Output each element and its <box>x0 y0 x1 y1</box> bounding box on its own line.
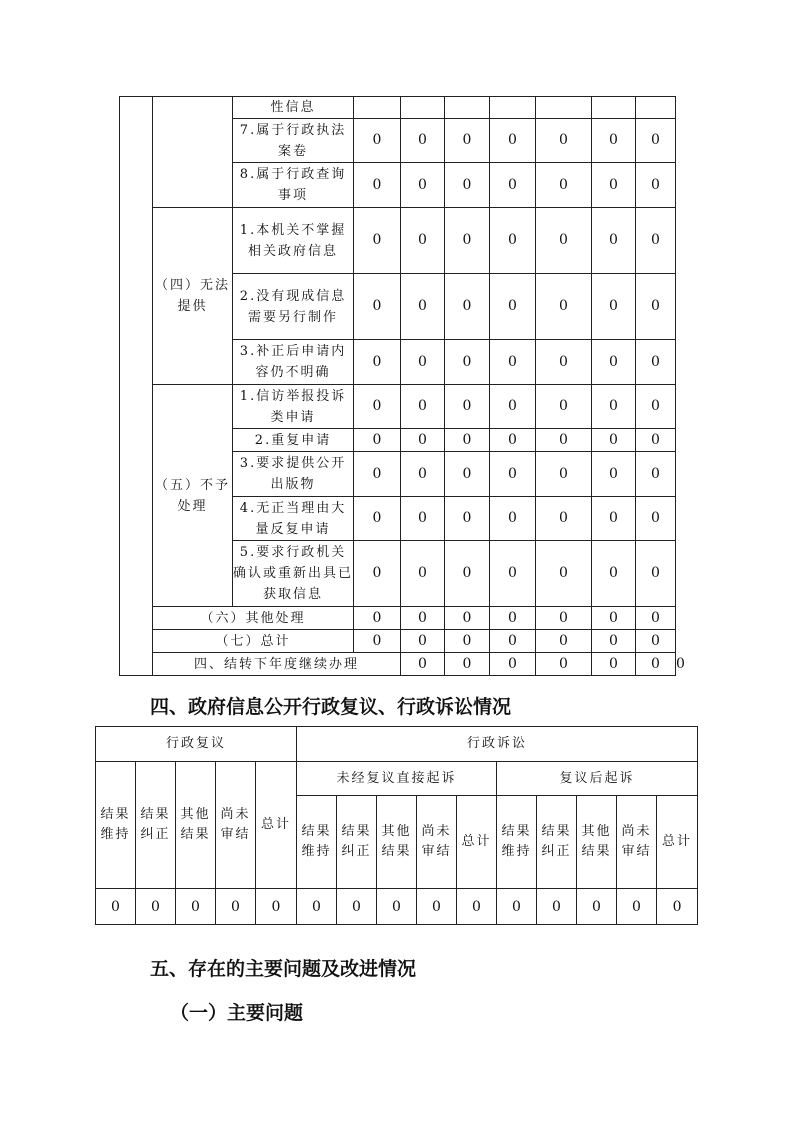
value-cell: 0 <box>537 889 577 925</box>
value-cell: 0 <box>490 497 536 541</box>
value-cell: 0 <box>354 119 401 163</box>
header-other: 其他结果 <box>176 762 216 889</box>
value-cell: 0 <box>592 385 636 429</box>
value-cell: 0 <box>592 653 636 676</box>
value-cell: 0 <box>490 429 536 452</box>
value-cell: 0 <box>636 340 676 385</box>
header-corrected: 结果纠正 <box>537 796 577 889</box>
header-total: 总计 <box>657 796 698 889</box>
value-cell: 0 <box>592 541 636 607</box>
value-cell: 0 <box>445 385 490 429</box>
header-admin-review: 行政复议 <box>96 727 297 762</box>
value-cell: 0 <box>354 630 401 653</box>
value-cell: 0 <box>417 889 457 925</box>
value-cell: 0 <box>536 452 592 497</box>
value-cell: 0 <box>536 274 592 340</box>
value-cell: 0 <box>96 889 136 925</box>
value-cell: 0 <box>490 452 536 497</box>
value-cell: 0 <box>636 607 676 630</box>
value-cell: 0 <box>490 163 536 208</box>
header-upheld: 结果维持 <box>297 796 337 889</box>
value-cell: 0 <box>490 541 536 607</box>
value-cell: 0 <box>401 163 445 208</box>
table-row <box>96 727 698 762</box>
value-cell: 0 <box>445 607 490 630</box>
row-label-total: （七）总计 <box>153 630 354 653</box>
header-pending: 尚未审结 <box>417 796 457 889</box>
value-cell: 0 <box>636 163 676 208</box>
table-row <box>120 208 676 274</box>
value-cell: 0 <box>536 541 592 607</box>
value-cell: 0 <box>354 452 401 497</box>
value-cell: 0 <box>401 541 445 607</box>
review-litigation-table <box>95 726 698 925</box>
value-cell: 0 <box>445 653 490 676</box>
value-cell: 0 <box>536 119 592 163</box>
value-cell: 0 <box>592 452 636 497</box>
value-cell: 0 <box>401 208 445 274</box>
value-cell: 0 <box>354 497 401 541</box>
value-cell: 0 <box>636 497 676 541</box>
row-label: 8.属于行政查询事项 <box>233 163 354 208</box>
value-cell: 0 <box>636 653 676 676</box>
value-cell: 0 <box>354 607 401 630</box>
table-row: 四、结转下年度继续办理 0 0 0 0 0 0 0 <box>120 653 676 676</box>
value-cell: 0 <box>445 274 490 340</box>
value-cell: 0 <box>497 889 537 925</box>
value-cell: 0 <box>401 340 445 385</box>
table-row <box>120 607 676 630</box>
value-cell: 0 <box>401 497 445 541</box>
value-cell: 0 <box>536 385 592 429</box>
header-other: 其他结果 <box>577 796 617 889</box>
value-cell: 0 <box>354 274 401 340</box>
value-cell: 0 <box>401 653 445 676</box>
value-cell: 0 <box>536 208 592 274</box>
value-cell: 0 <box>592 630 636 653</box>
value-cell: 0 <box>577 889 617 925</box>
header-direct-suit: 未经复议直接起诉 <box>297 762 497 796</box>
row-label: 5.要求行政机关确认或重新出具已获取信息 <box>233 541 354 607</box>
value-cell: 0 <box>445 541 490 607</box>
header-upheld: 结果维持 <box>497 796 537 889</box>
row-label: 2.重复申请 <box>233 429 354 452</box>
row-label: 1.信访举报投诉类申请 <box>233 385 354 429</box>
header-upheld: 结果维持 <box>96 762 136 889</box>
value-cell: 0 <box>401 385 445 429</box>
value-cell: 0 <box>401 119 445 163</box>
value-cell: 0 <box>401 429 445 452</box>
value-cell: 0 <box>354 385 401 429</box>
value-cell: 0 <box>354 541 401 607</box>
group3-cell <box>153 97 233 208</box>
value-cell: 0 <box>354 163 401 208</box>
value-cell: 0 <box>636 119 676 163</box>
section-heading-review-litigation: 四、政府信息公开行政复议、行政诉讼情况 <box>150 696 512 718</box>
table-row <box>120 630 676 653</box>
header-pending: 尚未审结 <box>216 762 256 889</box>
left-outer-cell <box>120 97 153 676</box>
value-cell: 0 <box>490 340 536 385</box>
value-cell: 0 <box>401 274 445 340</box>
header-admin-litigation: 行政诉讼 <box>297 727 698 762</box>
value-cell: 0 <box>592 607 636 630</box>
value-cell: 0 <box>490 607 536 630</box>
table-row <box>120 385 676 429</box>
value-cell: 0 <box>536 630 592 653</box>
value-cell: 0 <box>592 274 636 340</box>
value-cell: 0 <box>445 340 490 385</box>
value-cell: 0 <box>490 385 536 429</box>
value-cell: 0 <box>445 630 490 653</box>
value-cell: 0 <box>490 119 536 163</box>
row-label-other: （六）其他处理 <box>153 607 354 630</box>
value-cell: 0 <box>536 163 592 208</box>
value-cell: 0 <box>401 630 445 653</box>
value-cell: 0 <box>445 497 490 541</box>
value-cell: 0 <box>445 163 490 208</box>
header-total: 总计 <box>457 796 497 889</box>
value-cell: 0 <box>592 429 636 452</box>
value-cell: 0 <box>445 429 490 452</box>
row-label: 性信息 <box>233 97 354 119</box>
header-corrected: 结果纠正 <box>337 796 377 889</box>
value-cell: 0 <box>490 208 536 274</box>
row-label: 3.补正后申请内容仍不明确 <box>233 340 354 385</box>
value-cell: 0 <box>354 429 401 452</box>
value-cell: 0 <box>536 653 592 676</box>
value-cell: 0 <box>536 429 592 452</box>
value-cell: 0 <box>636 630 676 653</box>
row-label: 2.没有现成信息需要另行制作 <box>233 274 354 340</box>
value-cell: 0 <box>592 208 636 274</box>
value-cell: 0 <box>445 208 490 274</box>
group-label-unable-to-provide: （四）无法提供 <box>153 208 233 385</box>
row-label: 7.属于行政执法案卷 <box>233 119 354 163</box>
header-after-review-suit: 复议后起诉 <box>497 762 698 796</box>
value-cell: 0 <box>401 452 445 497</box>
subsection-heading-main-problems: （一）主要问题 <box>170 1002 304 1024</box>
value-cell: 0 <box>636 452 676 497</box>
value-cell: 0 <box>377 889 417 925</box>
value-cell: 0 <box>636 541 676 607</box>
value-cell: 0 <box>354 208 401 274</box>
value-cell: 0 <box>337 889 377 925</box>
row-label: 1.本机关不掌握相关政府信息 <box>233 208 354 274</box>
table-row <box>96 762 698 796</box>
header-other: 其他结果 <box>377 796 417 889</box>
value-cell: 0 <box>592 497 636 541</box>
application-handling-table <box>119 96 685 676</box>
group-label-not-processed: （五）不予处理 <box>153 385 233 607</box>
value-cell: 0 <box>445 452 490 497</box>
value-cell: 0 <box>592 163 636 208</box>
value-cell: 0 <box>636 429 676 452</box>
row-label-carry-over: 四、结转下年度继续办理 <box>153 653 401 676</box>
value-cell: 0 <box>136 889 176 925</box>
value-cell: 0 <box>657 889 698 925</box>
value-cell: 0 <box>216 889 256 925</box>
value-cell: 0 <box>592 340 636 385</box>
row-label: 3.要求提供公开出版物 <box>233 452 354 497</box>
table-row <box>120 97 676 119</box>
value-cell: 0 <box>536 497 592 541</box>
value-cell: 0 <box>536 340 592 385</box>
row-label: 4.无正当理由大量反复申请 <box>233 497 354 541</box>
table-row <box>96 889 698 925</box>
value-cell: 0 <box>445 119 490 163</box>
value-cell: 0 <box>536 607 592 630</box>
value-cell: 0 <box>490 274 536 340</box>
value-cell: 0 <box>636 274 676 340</box>
section-heading-problems: 五、存在的主要问题及改进情况 <box>150 958 417 980</box>
value-cell: 0 <box>256 889 297 925</box>
value-cell: 0 <box>401 607 445 630</box>
value-cell: 0 <box>636 385 676 429</box>
value-cell: 0 <box>617 889 657 925</box>
value-cell: 0 <box>592 119 636 163</box>
value-cell: 0 <box>636 208 676 274</box>
value-cell: 0 <box>490 653 536 676</box>
value-cell: 0 <box>354 340 401 385</box>
value-cell: 0 <box>490 630 536 653</box>
value-cell: 0 <box>297 889 337 925</box>
value-cell: 0 <box>457 889 497 925</box>
value-cell: 0 <box>176 889 216 925</box>
header-pending: 尚未审结 <box>617 796 657 889</box>
header-corrected: 结果纠正 <box>136 762 176 889</box>
header-total: 总计 <box>256 762 297 889</box>
